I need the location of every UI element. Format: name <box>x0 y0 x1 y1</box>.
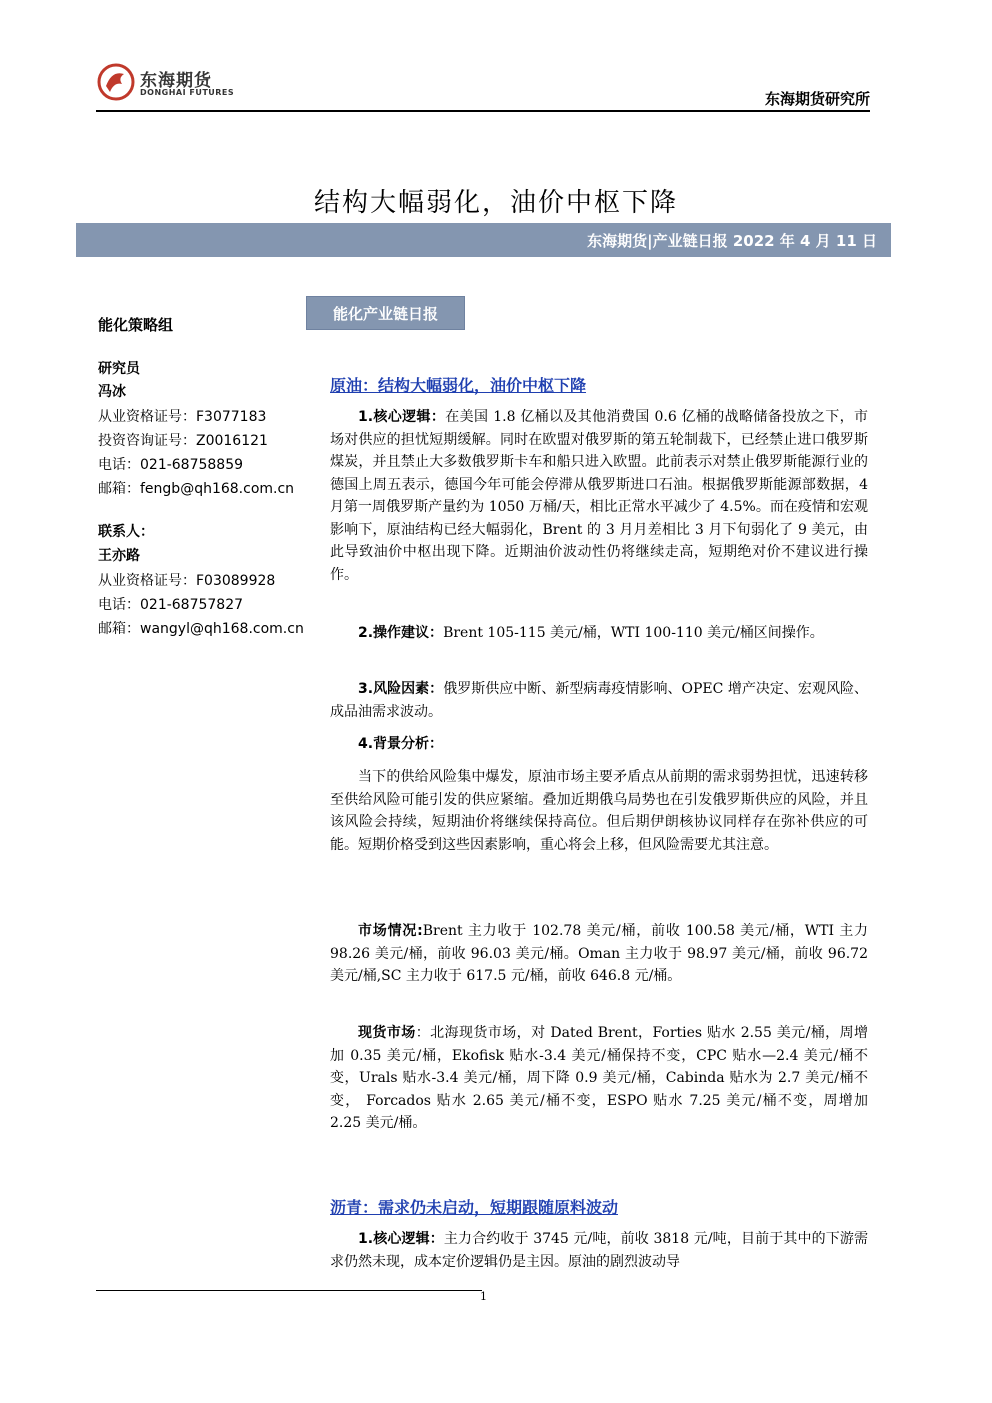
contact-label: 联系人： <box>98 524 154 540</box>
crude-background-text: 当下的供给风险集中爆发，原油市场主要矛盾点从前期的需求弱势担忧，迅速转移至供给风险可能引发的供应紧缩。叠加近期俄乌局势也在引发俄罗斯供应的风险，并且该风险会持续，短期油价将继续保持高位。但后期伊朗核协议同样存在弥补供应的可能。短期价格受到这些因素影响，重心将会上移，但风险需要尤其注意。 <box>330 769 868 853</box>
crude-op-label: 2.操作建议： <box>358 625 444 641</box>
researcher-license: 从业资格证号：F3077183 <box>98 409 267 425</box>
contact-phone: 电话：021-68757827 <box>98 597 244 613</box>
strategy-group: 能化策略组 <box>98 316 174 334</box>
header-divider <box>96 110 870 112</box>
researcher-label: 研究员 <box>98 361 140 377</box>
logo-cn-text: 东海期货 <box>140 71 212 91</box>
crude-risk-text: 俄罗斯供应中断、新型病毒疫情影响、OPEC 增产决定、宏观风险、成品油需求波动。 <box>330 681 869 720</box>
crude-core-logic <box>330 406 868 586</box>
crude-market-label: 市场情况: <box>358 923 423 939</box>
researcher-phone: 电话：021-68758859 <box>98 457 244 473</box>
crude-core-text: 在美国 1.8 亿桶以及其他消费国 0.6 亿桶的战略储备投放之下，市场对供应的担忧短期缓解。同时在欧盟对俄罗斯的第五轮制裁下，已经禁止进口俄罗斯煤炭，并且禁止大多数俄罗斯卡车和船只进入欧盟。此前表示对禁止俄罗斯能源行业的德国上周五表示，德国今年可能会停滞从俄罗斯进口石油。根据俄罗斯能源部数据，4 月第一周俄罗斯产量约为 1050 万桶/天，相比正常水平减少了 4.5%。而在疫情和宏观影响下，原油结构已经大幅弱化，Brent 的 3 月月差相比 3 月下旬弱化了 9 美元，由此导致油价中枢出现下降。近期油价波动性仍将继续走高，短期绝对价不建议进行操作。 <box>330 409 868 583</box>
crude-market-text: Brent 主力收于 102.78 美元/桶，前收 100.58 美元/桶，WTI 主力 98.26 美元/桶，前收 96.03 美元/桶。Oman 主力收于 98.97 美元/桶，前收 96.72 美元/桶,SC 主力收于 617.5 元/桶，前收 646.8 元/桶。 <box>330 923 868 984</box>
crude-core-label: 1.核心逻辑： <box>358 409 446 425</box>
crude-market <box>330 920 868 988</box>
researcher-email[interactable]: 邮箱：fengb@qh168.com.cn <box>98 481 295 497</box>
logo-en-text: DONGHAI FUTURES <box>140 88 235 97</box>
crude-spot <box>330 1022 868 1135</box>
institute-name: 东海期货研究所 <box>764 90 870 108</box>
researcher-consult-license: 投资咨询证号：Z0016121 <box>98 433 268 449</box>
page-title: 结构大幅弱化，油价中枢下降 <box>313 188 678 218</box>
dragon-logo-icon <box>96 62 136 102</box>
crude-risk-label: 3.风险因素： <box>358 681 444 697</box>
contact-license: 从业资格证号：F03089928 <box>98 573 276 589</box>
crude-op-text: Brent 105-115 美元/桶，WTI 100-110 美元/桶区间操作。 <box>443 625 824 641</box>
researcher-name: 冯冰 <box>98 384 126 400</box>
crude-background-title <box>330 733 868 756</box>
crude-bg-label: 4.背景分析： <box>358 736 444 752</box>
contact-email[interactable]: 邮箱：wangyl@qh168.com.cn <box>98 621 304 637</box>
report-banner <box>76 223 891 257</box>
page-number: 1 <box>480 1290 487 1303</box>
crude-risk <box>330 678 868 723</box>
section-tag <box>306 296 465 330</box>
crude-spot-label: 现货市场 <box>358 1025 416 1041</box>
asphalt-core-text: 主力合约收于 3745 元/吨，前收 3818 元/吨，目前于其中的下游需求仍然未现，成本定价逻辑仍是主因。原油的剧烈波动导 <box>330 1231 868 1270</box>
crude-operation <box>330 622 868 645</box>
report-banner-text: 东海期货|产业链日报 2022 年 4 月 11 日 <box>587 232 877 250</box>
crude-spot-text: ：北海现货市场，对 Dated Brent，Forties 贴水 2.55 美元/桶，周增加 0.35 美元/桶，Ekofisk 贴水-3.4 美元/桶保持不变，CPC 贴水—2.4 美元/桶不变，Urals 贴水-3.4 美元/桶，周下降 0.9 美元/桶，Cabinda 贴水为 2.7 美元/桶不变， Forcados 贴水 2.65 美元/桶不变，ESPO 贴水 7.25 美元/桶不变，周增加 2.25 美元/桶。 <box>330 1025 869 1131</box>
section-tag-text: 能化产业链日报 <box>332 305 438 323</box>
asphalt-heading[interactable]: 沥青：需求仍未启动，短期跟随原料波动 <box>330 1198 619 1217</box>
asphalt-core-logic <box>330 1228 868 1273</box>
contact-name: 王亦路 <box>98 548 140 564</box>
footer-divider <box>96 1290 482 1291</box>
asphalt-core-label: 1.核心逻辑： <box>358 1231 444 1247</box>
crude-heading[interactable]: 原油：结构大幅弱化，油价中枢下降 <box>330 376 587 395</box>
company-logo <box>96 62 236 106</box>
